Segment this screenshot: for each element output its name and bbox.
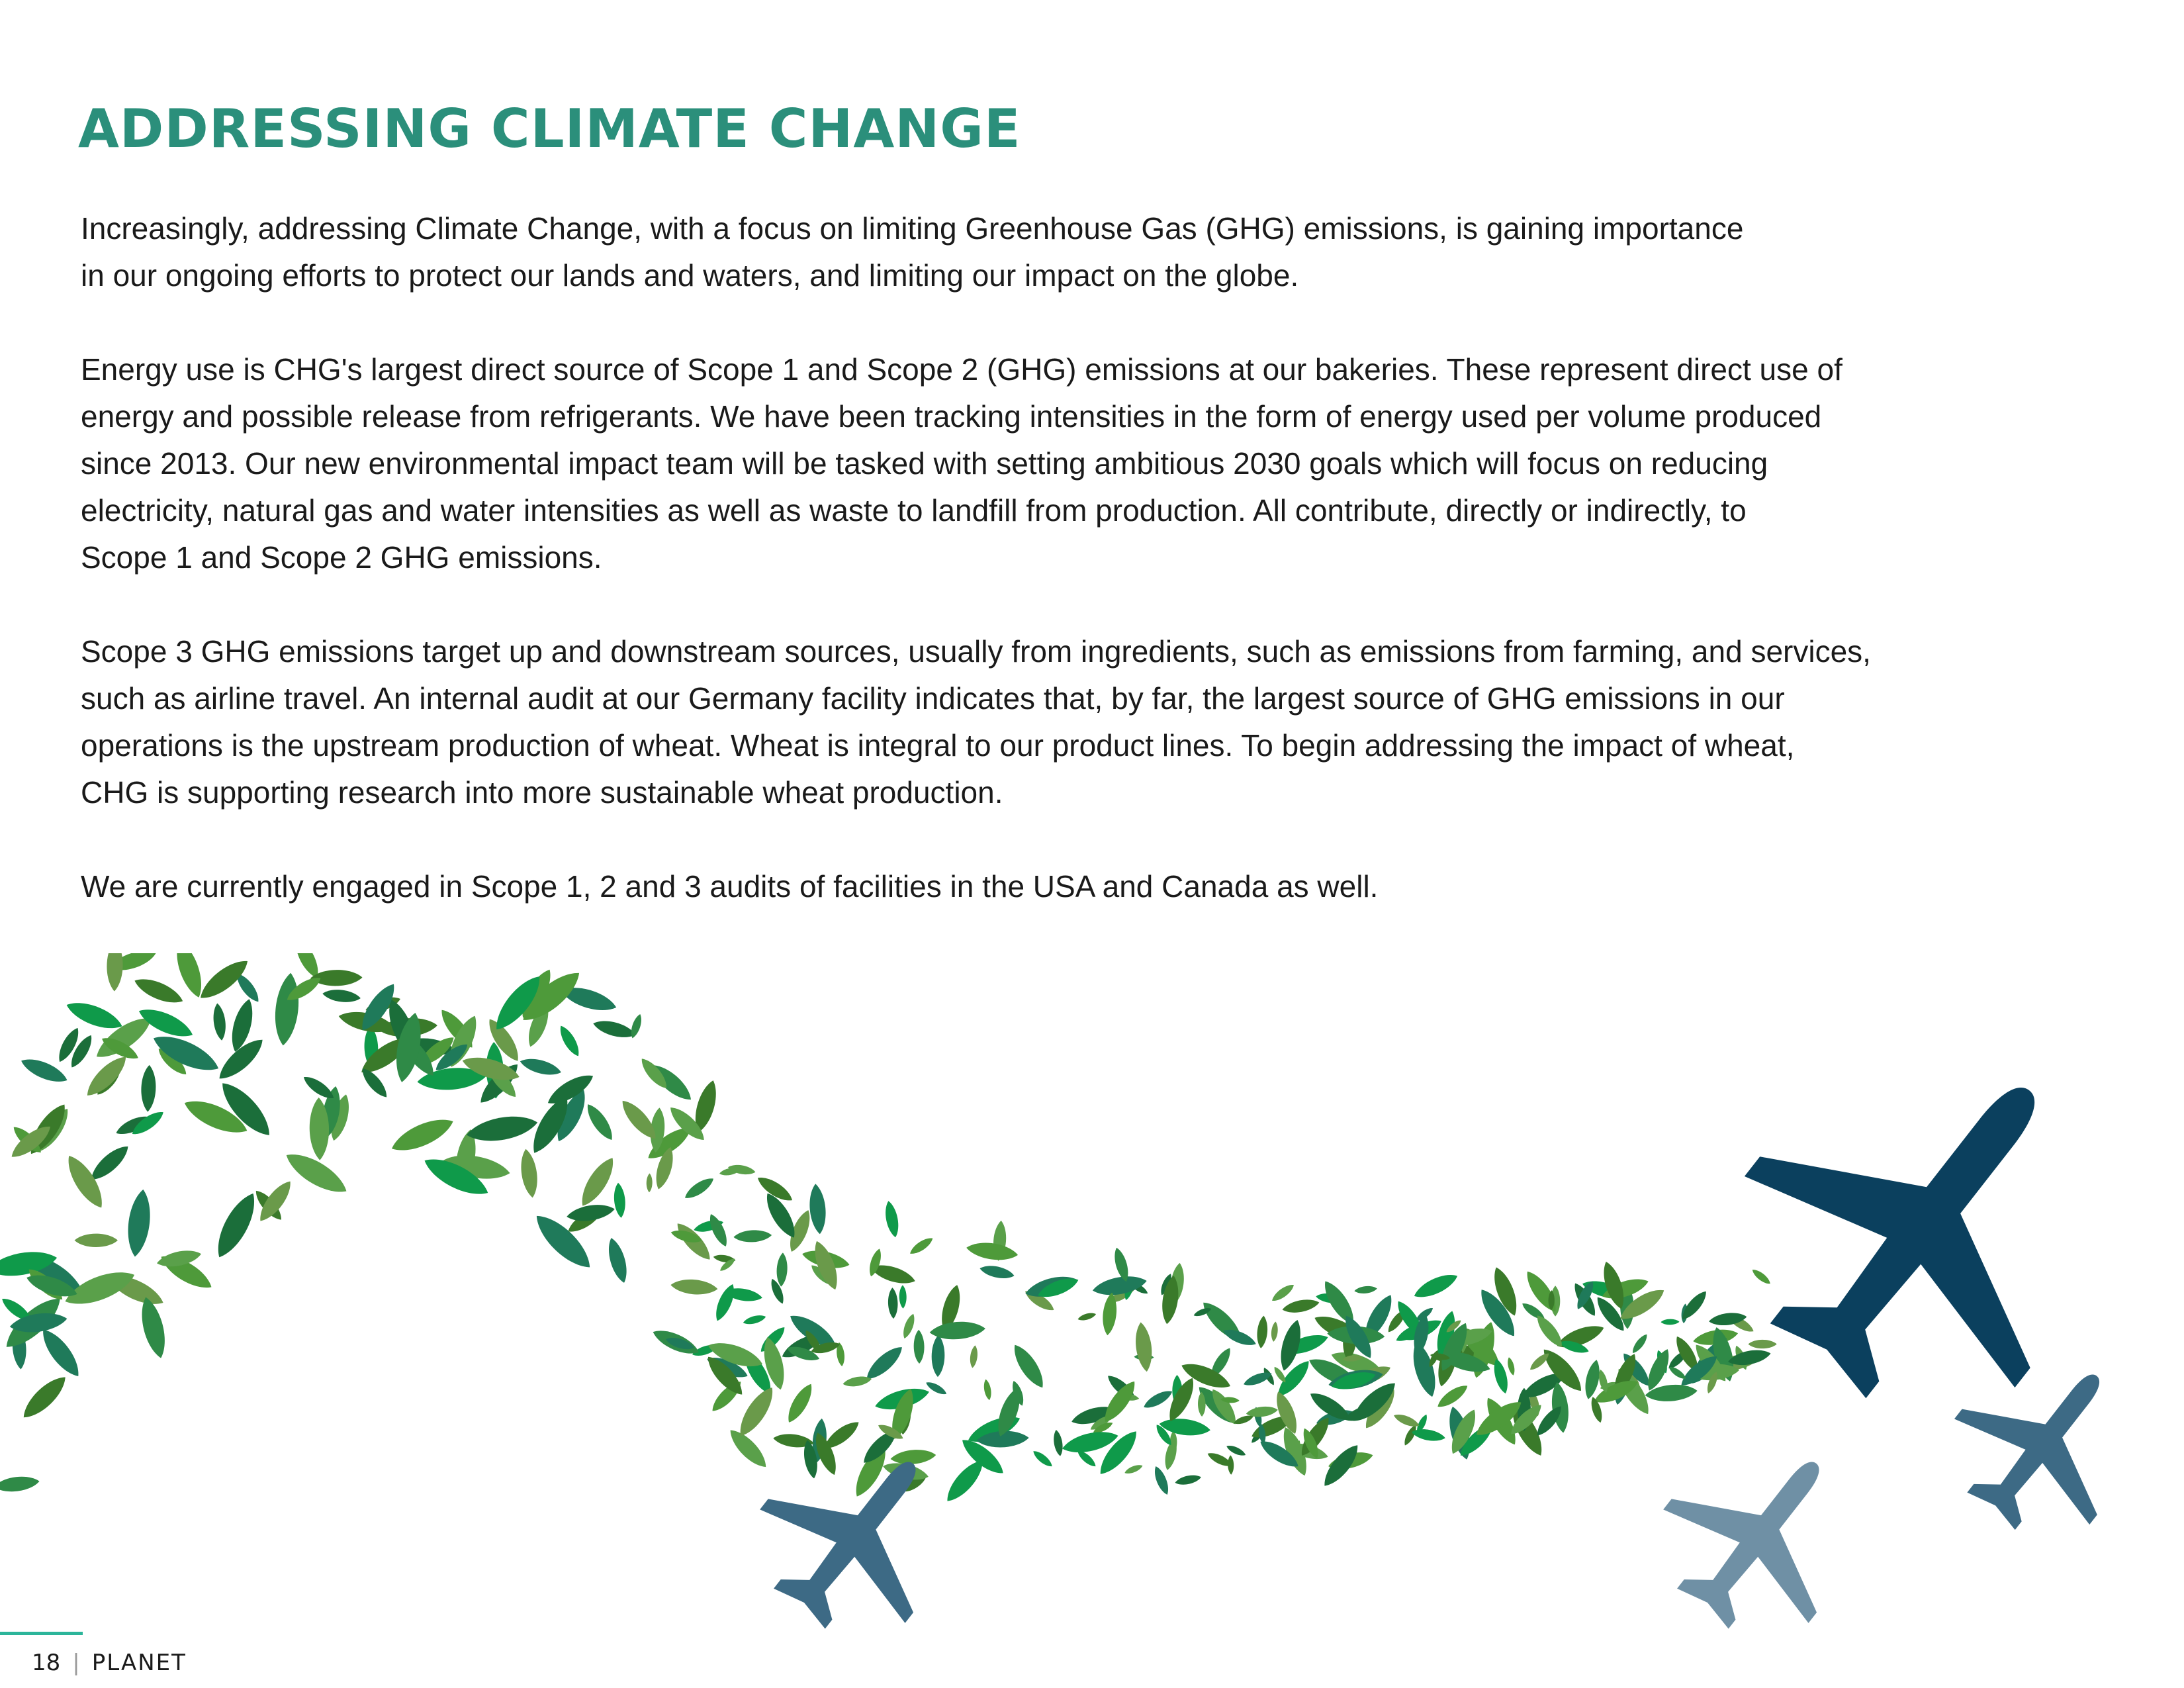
leaf-icon xyxy=(1142,1387,1175,1411)
leaf-icon xyxy=(1163,1374,1199,1425)
leaf-icon xyxy=(613,1182,627,1218)
leaf-icon xyxy=(1077,1311,1097,1322)
leaf-icon xyxy=(646,1173,652,1192)
leaf-icon xyxy=(1630,1332,1650,1355)
leaf-icon xyxy=(1408,1339,1441,1399)
leaf-icon xyxy=(1133,1321,1154,1372)
leaf-icon xyxy=(124,1188,154,1258)
text-line: Scope 1 and Scope 2 GHG emissions. xyxy=(81,540,602,575)
leaf-icon xyxy=(322,988,361,1004)
leaf-icon xyxy=(518,1148,540,1199)
text-line: in our ongoing efforts to protect our lands and waters, and limiting our impact on the globe. xyxy=(81,258,1299,293)
leaf-icon xyxy=(575,1153,620,1210)
leaf-icon xyxy=(107,953,123,992)
leaf-icon xyxy=(1667,1364,1688,1382)
leaf-icon xyxy=(1174,1473,1202,1487)
leaf-icon xyxy=(518,1055,563,1079)
leaf-icon xyxy=(1749,1340,1777,1348)
leaf-wave-illustration xyxy=(0,953,2184,1688)
leaf-icon xyxy=(807,1183,827,1235)
page-footer xyxy=(32,1650,187,1676)
text-line: Scope 3 GHG emissions target up and downstream sources, usually from ingredients, such as emissions from farming, and services, xyxy=(81,634,1871,669)
leaf-cluster xyxy=(0,953,1777,1507)
leaf-icon xyxy=(776,1252,788,1287)
leaf-icon xyxy=(556,1023,583,1059)
body-text xyxy=(81,205,2119,957)
leaf-icon xyxy=(969,1345,979,1368)
airplane-icon xyxy=(727,1407,985,1665)
leaf-icon xyxy=(979,1263,1015,1281)
text-line: such as airline travel. An internal audit at our Germany facility indicates that, by far, the largest source of GHG emissions in our xyxy=(81,681,1785,716)
leaf-icon xyxy=(1506,1356,1516,1376)
paragraph xyxy=(81,628,2119,816)
page-title: ADDRESSING CLIMATE CHANGE xyxy=(78,98,1021,160)
leaf-icon xyxy=(670,1278,718,1296)
leaf-icon xyxy=(1661,1319,1679,1325)
text-line: CHG is supporting research into more sustainable wheat production. xyxy=(81,775,1003,810)
leaf-icon xyxy=(0,1474,40,1494)
leaf-icon xyxy=(941,1455,989,1507)
leaf-icon xyxy=(64,996,126,1035)
leaf-icon xyxy=(1678,1288,1710,1323)
leaf-icon xyxy=(1228,1455,1234,1475)
leaf-icon xyxy=(1751,1267,1772,1286)
leaf-icon xyxy=(1533,1312,1567,1351)
leaf-icon xyxy=(1281,1297,1320,1315)
section-name: PLANET xyxy=(91,1650,187,1676)
leaf-icon xyxy=(75,1234,118,1247)
leaf-icon xyxy=(1354,1285,1378,1294)
text-line: Increasingly, addressing Climate Change, with a focus on limiting Greenhouse Gas (GHG) emissions, is gaining importance xyxy=(81,211,1744,246)
leaf-icon xyxy=(925,1380,948,1397)
leaf-icon xyxy=(1031,1448,1054,1470)
leaf-icon xyxy=(604,1236,631,1285)
text-line: energy and possible release from refrigerants. We have been tracking intensities in the form of energy used per volume produced xyxy=(81,399,1822,434)
leaf-icon xyxy=(592,1017,637,1041)
text-line: operations is the upstream production of wheat. Wheat is integral to our product lines. To begin addressing the impact of wheat, xyxy=(81,728,1795,763)
leaf-icon xyxy=(136,1295,170,1360)
leaf-icon xyxy=(901,1313,917,1340)
paragraph xyxy=(81,346,2119,581)
paragraph xyxy=(81,863,2119,910)
leaf-icon xyxy=(1270,1321,1279,1342)
leaf-icon xyxy=(465,1111,539,1146)
leaf-icon xyxy=(81,1051,132,1102)
leaf-icon xyxy=(140,1064,156,1112)
footer-separator: | xyxy=(72,1650,80,1676)
leaf-icon xyxy=(783,1381,817,1426)
leaf-icon xyxy=(1411,1269,1461,1303)
leaf-icon xyxy=(931,1335,945,1377)
text-line: Energy use is CHG's largest direct source of Scope 1 and Scope 2 (GHG) emissions at our bakeries. These represent direct use of xyxy=(81,352,1843,387)
leaf-icon xyxy=(742,1313,766,1327)
text-line: We are currently engaged in Scope 1, 2 and 3 audits of facilities in the USA and Canada as well. xyxy=(81,869,1379,904)
leaf-icon xyxy=(1410,1427,1446,1444)
leaf-icon xyxy=(682,1174,717,1202)
leaf-icon xyxy=(1392,1411,1421,1429)
leaf-icon xyxy=(908,1235,935,1257)
leaf-icon xyxy=(883,1200,901,1239)
airplane-icon xyxy=(1630,1407,1889,1665)
leaf-icon xyxy=(388,1112,457,1158)
leaf-icon xyxy=(272,972,302,1047)
text-line: since 2013. Our new environmental impact team will be tasked with setting ambitious 2030 goals which will focus on reducing xyxy=(81,446,1768,481)
leaf-icon xyxy=(965,1240,1019,1263)
text-line: electricity, natural gas and water intensities as well as waste to landfill from production. All contribute, directly or indirectly, to xyxy=(81,493,1747,528)
leaf-icon xyxy=(582,1101,617,1144)
leaf-icon xyxy=(1124,1463,1144,1476)
footer-rule xyxy=(0,1632,83,1635)
leaf-icon xyxy=(1152,1464,1172,1496)
leaf-icon xyxy=(17,1371,71,1424)
leaf-icon xyxy=(887,1288,898,1319)
leaf-icon xyxy=(1269,1282,1296,1304)
leaf-icon xyxy=(209,1188,263,1262)
airplane-icon xyxy=(1923,1323,2164,1564)
leaf-icon xyxy=(212,1003,228,1041)
leaf-icon xyxy=(132,973,186,1008)
leaf-icon xyxy=(1225,1443,1247,1458)
leaf-icon xyxy=(913,1330,925,1364)
leaf-icon xyxy=(899,1285,907,1309)
leaf-icon xyxy=(1434,1382,1471,1411)
leaf-icon xyxy=(1052,1429,1065,1457)
leaf-icon xyxy=(733,1229,772,1243)
leaf-icon xyxy=(1256,1315,1269,1349)
leaf-icon xyxy=(983,1379,993,1401)
page-number: 18 xyxy=(32,1650,61,1676)
leaf-icon xyxy=(36,1324,85,1382)
paragraph xyxy=(81,205,2119,299)
